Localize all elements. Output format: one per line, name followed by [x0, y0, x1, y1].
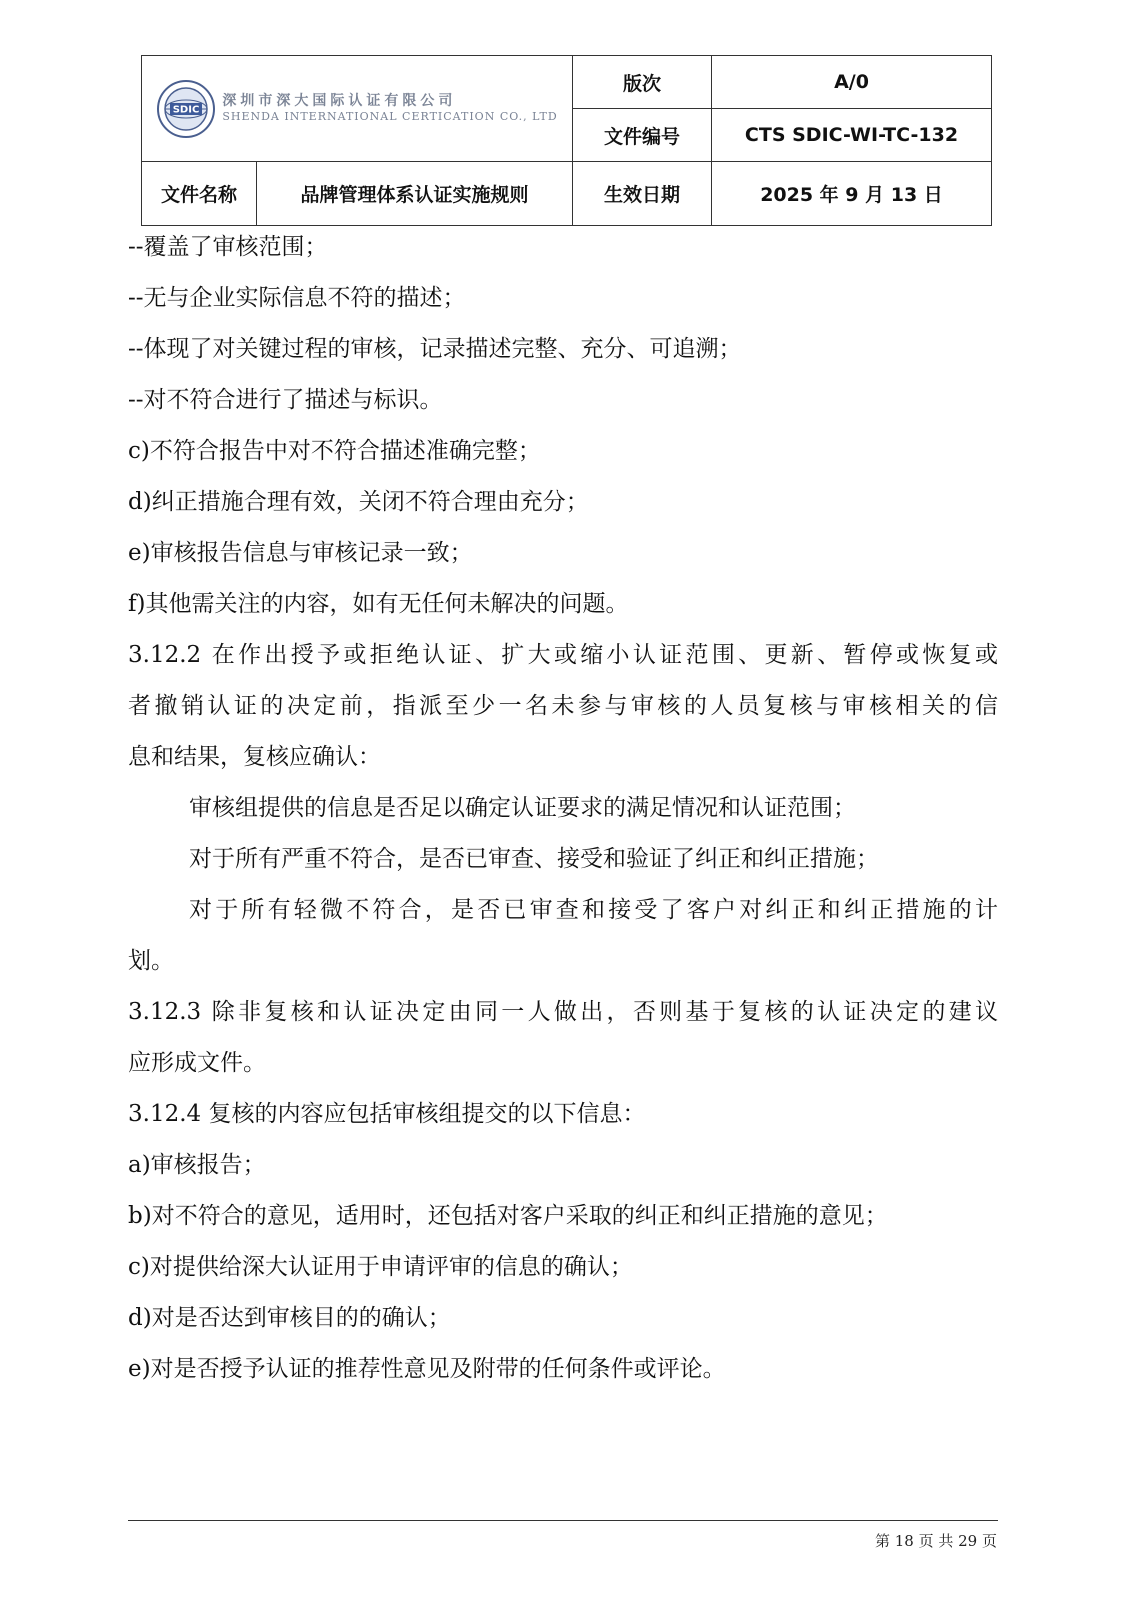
- effective-date-label: 生效日期: [573, 162, 712, 226]
- body-line: a)审核报告；: [128, 1152, 266, 1178]
- body-line: 者撤销认证的决定前，指派至少一名未参与审核的人员复核与审核相关的信: [128, 693, 998, 719]
- body-line: b)对不符合的意见，适用时，还包括对客户采取的纠正和纠正措施的意见；: [128, 1203, 888, 1229]
- body-line: --体现了对关键过程的审核，记录描述完整、充分、可追溯；: [128, 336, 742, 362]
- body-line: c)对提供给深大认证用于申请评审的信息的确认；: [128, 1254, 633, 1280]
- document-body: [128, 222, 998, 1395]
- page-number: 第 18 页 共 29 页: [874, 1532, 997, 1550]
- document-number-label: 文件编号: [573, 109, 712, 162]
- body-line: 对于所有严重不符合，是否已审查、接受和验证了纠正和纠正措施；: [189, 846, 879, 872]
- body-line: c)不符合报告中对不符合描述准确完整；: [128, 438, 541, 464]
- footer-divider: [128, 1520, 998, 1521]
- document-name-label: 文件名称: [142, 162, 257, 226]
- version-value: A/0: [712, 56, 992, 109]
- document-number-value: CTS SDIC-WI-TC-132: [712, 109, 992, 162]
- body-line: --无与企业实际信息不符的描述；: [128, 285, 466, 311]
- body-line: d)对是否达到审核目的的确认；: [128, 1305, 451, 1331]
- body-line: --覆盖了审核范围；: [128, 234, 328, 260]
- body-line: d)纠正措施合理有效，关闭不符合理由充分；: [128, 489, 589, 515]
- document-name-value: 品牌管理体系认证实施规则: [257, 162, 573, 226]
- body-line: e)审核报告信息与审核记录一致；: [128, 540, 473, 566]
- body-line: 息和结果，复核应确认：: [128, 744, 381, 770]
- body-line: e)对是否授予认证的推荐性意见及附带的任何条件或评论。: [128, 1356, 726, 1382]
- company-name-cn: 深圳市深大国际认证有限公司: [222, 93, 457, 110]
- body-line: 3.12.2 在作出授予或拒绝认证、扩大或缩小认证范围、更新、暂停或恢复或: [128, 642, 998, 668]
- svg-text:SDIC: SDIC: [173, 104, 200, 115]
- body-line: f)其他需关注的内容，如有无任何未解决的问题。: [128, 591, 629, 617]
- company-seal-icon: [156, 79, 216, 139]
- company-logo-cell: [142, 56, 573, 162]
- body-line: 应形成文件。: [128, 1050, 266, 1076]
- version-label: 版次: [573, 56, 712, 109]
- company-name-en: SHENDA INTERNATIONAL CERTICATION CO., LTD: [222, 110, 558, 124]
- body-line: 3.12.3 除非复核和认证决定由同一人做出，否则基于复核的认证决定的建议: [128, 999, 998, 1025]
- document-header-table: [141, 55, 992, 226]
- body-line: 对于所有轻微不符合，是否已审查和接受了客户对纠正和纠正措施的计: [189, 897, 998, 923]
- effective-date-value: 2025 年 9 月 13 日: [712, 162, 992, 226]
- body-line: 审核组提供的信息是否足以确定认证要求的满足情况和认证范围；: [189, 795, 856, 821]
- body-line: 3.12.4 复核的内容应包括审核组提交的以下信息：: [128, 1101, 646, 1127]
- body-line: --对不符合进行了描述与标识。: [128, 387, 443, 413]
- body-line: 划。: [128, 948, 174, 974]
